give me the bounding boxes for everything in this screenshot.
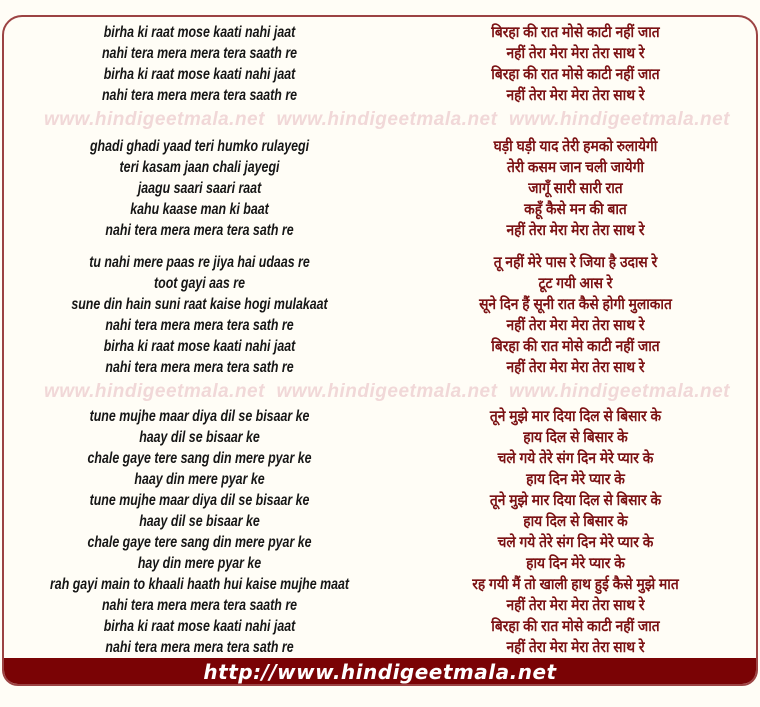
hindi-lyric-line: नहीं तेरा मेरा मेरा तेरा साथ रे — [506, 359, 645, 376]
footer-bar — [4, 658, 756, 686]
roman-column — [4, 22, 395, 106]
roman-column — [4, 136, 395, 241]
watermark-text: www.hindigeetmala.net — [276, 381, 498, 402]
roman-lyric-line: haay dil se bisaar ke — [139, 429, 260, 446]
watermark-text: www.hindigeetmala.net — [509, 381, 730, 402]
roman-lyric-line: ghadi ghadi yaad teri humko rulayegi — [89, 138, 310, 155]
watermark-text: www.hindigeetmala.net — [44, 109, 265, 130]
hindi-lyric-line: टूट गयी आस रे — [538, 275, 613, 292]
hindi-lyric-line: चले गये तेरे संग दिन मेरे प्यार के — [497, 534, 654, 551]
hindi-column — [395, 406, 756, 658]
stanza-1 — [4, 22, 756, 106]
hindi-lyric-line: तू नहीं मेरे पास रे जिया है उदास रे — [493, 254, 658, 271]
roman-lyric-line: birha ki raat mose kaati nahi jaat — [103, 66, 296, 83]
hindi-lyric-line: हाय दिल से बिसार के — [523, 429, 628, 446]
roman-lyric-line: birha ki raat mose kaati nahi jaat — [103, 24, 296, 41]
hindi-lyric-line: बिरहा की रात मोसे काटी नहीं जात — [491, 24, 660, 41]
roman-lyric-line: haay din mere pyar ke — [134, 471, 265, 488]
stanza-4 — [4, 406, 756, 658]
roman-column — [4, 406, 395, 658]
hindi-column — [395, 22, 756, 106]
hindi-lyric-line: हाय दिल से बिसार के — [523, 513, 628, 530]
stanza-3 — [4, 252, 756, 378]
hindi-lyric-line: हाय दिन मेरे प्यार के — [526, 555, 625, 572]
lyrics-frame — [2, 15, 758, 686]
roman-lyric-line: nahi tera mera mera tera sath re — [105, 359, 294, 376]
roman-column — [4, 252, 395, 378]
hindi-lyric-line: नहीं तेरा मेरा मेरा तेरा साथ रे — [506, 87, 645, 104]
watermark-text: www.hindigeetmala.net — [509, 109, 730, 130]
roman-lyric-line: nahi tera mera mera tera saath re — [101, 87, 298, 104]
hindi-lyric-line: तूने मुझे मार दिया दिल से बिसार के — [489, 492, 662, 509]
roman-lyric-line: nahi tera mera mera tera sath re — [105, 222, 294, 239]
hindi-lyric-line: तूने मुझे मार दिया दिल से बिसार के — [489, 408, 662, 425]
hindi-lyric-line: नहीं तेरा मेरा मेरा तेरा साथ रे — [506, 45, 645, 62]
hindi-lyric-line: बिरहा की रात मोसे काटी नहीं जात — [491, 66, 660, 83]
hindi-lyric-line: घड़ी घड़ी याद तेरी हमको रुलायेगी — [493, 138, 658, 155]
hindi-lyric-line: सूने दिन हैं सूनी रात कैसे होगी मुलाकात — [479, 296, 672, 313]
hindi-lyric-line: कहूँ कैसे मन की बात — [524, 201, 627, 218]
roman-lyric-line: hay din mere pyar ke — [137, 555, 262, 572]
roman-lyric-line: chale gaye tere sang din mere pyar ke — [87, 534, 312, 551]
roman-lyric-line: birha ki raat mose kaati nahi jaat — [103, 618, 296, 635]
roman-lyric-line: kahu kaase man ki baat — [130, 201, 269, 218]
hindi-lyric-line: जागूँ सारी सारी रात — [528, 180, 623, 197]
hindi-lyric-line: चले गये तेरे संग दिन मेरे प्यार के — [497, 450, 654, 467]
roman-lyric-line: rah gayi main to khaali haath hui kaise mujhe maat — [49, 576, 350, 593]
roman-lyric-line: nahi tera mera mera tera sath re — [105, 317, 294, 334]
lyrics-content — [4, 17, 756, 658]
hindi-lyric-line: बिरहा की रात मोसे काटी नहीं जात — [491, 338, 660, 355]
roman-lyric-line: nahi tera mera mera tera saath re — [101, 597, 298, 614]
roman-lyric-line: birha ki raat mose kaati nahi jaat — [103, 338, 296, 355]
roman-lyric-line: toot gayi aas re — [154, 275, 246, 292]
hindi-lyric-line: बिरहा की रात मोसे काटी नहीं जात — [491, 618, 660, 635]
roman-lyric-line: jaagu saari saari raat — [137, 180, 262, 197]
roman-lyric-line: chale gaye tere sang din mere pyar ke — [87, 450, 312, 467]
roman-lyric-line: nahi tera mera mera tera sath re — [105, 639, 294, 656]
watermark-row-2 — [4, 380, 756, 404]
hindi-column — [395, 136, 756, 241]
hindi-lyric-line: नहीं तेरा मेरा मेरा तेरा साथ रे — [506, 317, 645, 334]
watermark-row-1 — [4, 108, 756, 132]
hindi-lyric-line: रह गयी मैं तो खाली हाथ हुई कैसे मुझे मात — [472, 576, 679, 593]
roman-lyric-line: sune din hain suni raat kaise hogi mulakaat — [71, 296, 328, 313]
hindi-lyric-line: नहीं तेरा मेरा मेरा तेरा साथ रे — [506, 222, 645, 239]
roman-lyric-line: tune mujhe maar diya dil se bisaar ke — [89, 408, 310, 425]
hindi-column — [395, 252, 756, 378]
hindi-lyric-line: नहीं तेरा मेरा मेरा तेरा साथ रे — [506, 597, 645, 614]
footer-site-url[interactable]: http://www.hindigeetmala.net — [203, 660, 557, 684]
watermark-text: www.hindigeetmala.net — [276, 109, 498, 130]
roman-lyric-line: nahi tera mera mera tera saath re — [101, 45, 298, 62]
roman-lyric-line: tune mujhe maar diya dil se bisaar ke — [89, 492, 310, 509]
watermark-text: www.hindigeetmala.net — [44, 381, 265, 402]
hindi-lyric-line: तेरी कसम जान चली जायेगी — [507, 159, 644, 176]
hindi-lyric-line: हाय दिन मेरे प्यार के — [526, 471, 625, 488]
stanza-2 — [4, 136, 756, 241]
roman-lyric-line: teri kasam jaan chali jayegi — [119, 159, 280, 176]
hindi-lyric-line: नहीं तेरा मेरा मेरा तेरा साथ रे — [506, 639, 645, 656]
roman-lyric-line: haay dil se bisaar ke — [139, 513, 260, 530]
roman-lyric-line: tu nahi mere paas re jiya hai udaas re — [89, 254, 310, 271]
